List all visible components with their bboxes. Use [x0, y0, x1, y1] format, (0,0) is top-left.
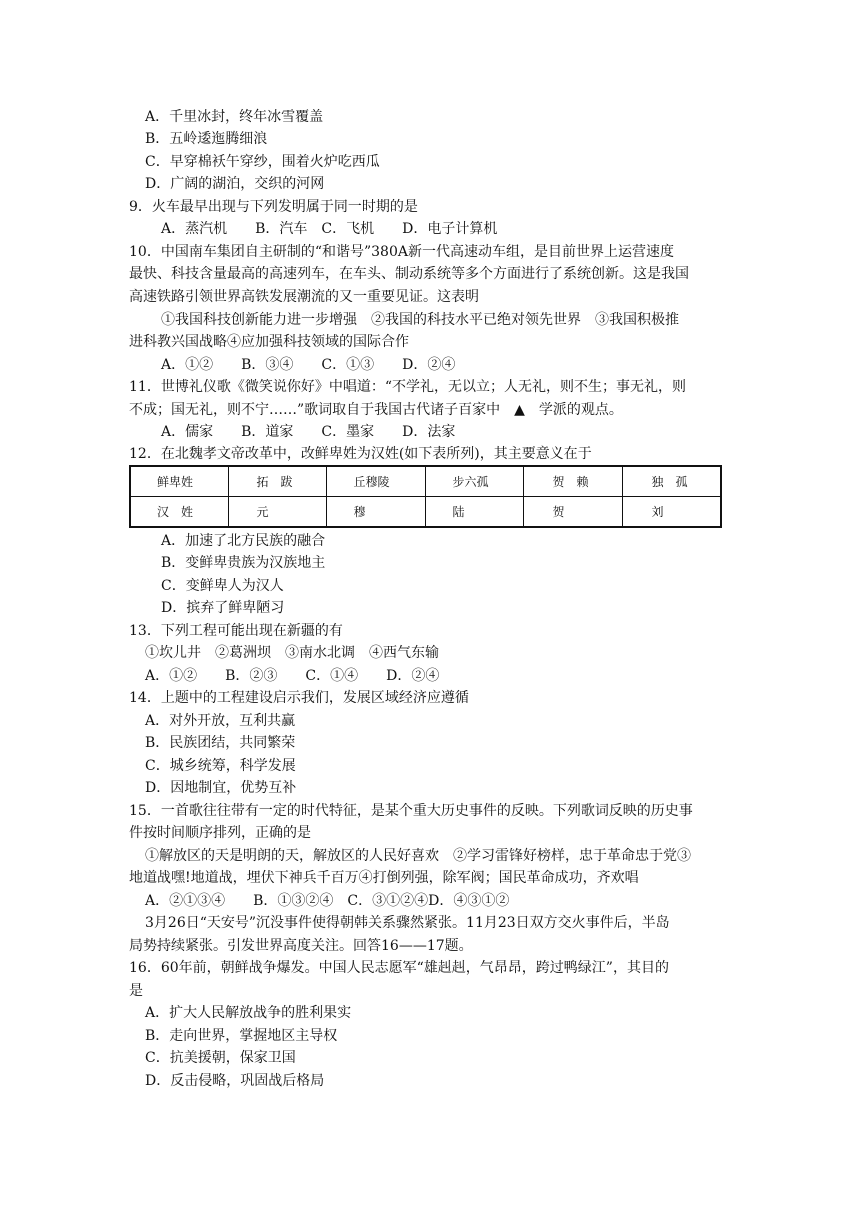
q13-stem: 13．下列工程可能出现在新疆的有	[129, 623, 343, 639]
table-cell: 贺 赖	[523, 466, 622, 497]
q12-stem: 12．在北魏孝文帝改革中，改鲜卑姓为汉姓(如下表所列)，其主要意义在于	[129, 446, 592, 462]
table-row	[130, 466, 721, 497]
table-cell: 元	[228, 497, 326, 528]
q9-options: A．蒸汽机 B．汽车 C．飞机 D．电子计算机	[161, 221, 498, 237]
q14-stem: 14．上题中的工程建设启示我们，发展区域经济应遵循	[129, 690, 469, 706]
q16-stem-line1: 16．60年前，朝鲜战争爆发。中国人民志愿军“雄赳赳，气昂昂，跨过鸭绿江”，其目的	[129, 960, 669, 976]
q13-options: A．①② B．②③ C．①④ D．②④	[145, 668, 440, 684]
q12-option-a: A．加速了北方民族的融合	[161, 533, 326, 549]
q14-option-c: C．城乡统筹，科学发展	[145, 758, 296, 774]
table-cell: 陆	[425, 497, 523, 528]
q12-option-b: B．变鲜卑贵族为汉族地主	[161, 555, 326, 571]
q10-options: A．①② B．③④ C．①③ D．②④	[161, 357, 456, 373]
surname-table	[129, 465, 722, 528]
q14-option-d: D．因地制宜，优势互补	[145, 780, 297, 796]
q10-stem-line1: 10．中国南车集团自主研制的“和谐号”380A新一代高速动车组，是目前世界上运营速度	[129, 244, 674, 260]
table-cell: 步六孤	[425, 466, 523, 497]
table-cell: 贺	[523, 497, 622, 528]
table-cell: 汉 姓	[130, 497, 228, 528]
q9-stem: 9．火车最早出现与下列发明属于同一时期的是	[129, 199, 418, 215]
q8-option-b: B．五岭逶迤腾细浪	[145, 131, 268, 147]
table-cell: 鲜卑姓	[130, 466, 228, 497]
q10-statements-line1: ①我国科技创新能力进一步增强 ②我国的科技水平已绝对领先世界 ③我国积极推	[161, 312, 679, 328]
table-row	[130, 497, 721, 528]
q16-stem-line2: 是	[129, 983, 143, 999]
q13-statements: ①坎儿井 ②葛洲坝 ③南水北调 ④西气东输	[145, 645, 439, 661]
table-cell: 刘	[622, 497, 721, 528]
table-cell: 丘穆陵	[326, 466, 425, 497]
q16-option-b: B．走向世界，掌握地区主导权	[145, 1028, 338, 1044]
q8-option-d: D．广阔的湖泊，交织的河网	[145, 176, 325, 192]
q11-options: A．儒家 B．道家 C．墨家 D．法家	[161, 424, 456, 440]
q15-statements-line2: 地道战嘿!地道战，埋伏下神兵千百万④打倒列强，除军阀；国民革命成功，齐欢唱	[129, 870, 639, 886]
q16-option-c: C．抗美援朝，保家卫国	[145, 1050, 296, 1066]
q10-stem-line3: 高速铁路引领世界高铁发展潮流的又一重要见证。这表明	[129, 289, 479, 305]
q15-statements-line1: ①解放区的天是明朗的天，解放区的人民好喜欢 ②学习雷锋好榜样，忠于革命忠于党③	[145, 848, 691, 864]
q16-option-d: D．反击侵略，巩固战后格局	[145, 1073, 325, 1089]
q16-option-a: A．扩大人民解放战争的胜利果实	[145, 1005, 352, 1021]
q15-options: A．②①③④ B．①③②④ C．③①②④D．④③①②	[145, 893, 510, 909]
q14-option-b: B．民族团结，共同繁荣	[145, 735, 296, 751]
q15-stem-line1: 15．一首歌往往带有一定的时代特征，是某个重大历史事件的反映。下列歌词反映的历史事	[129, 803, 693, 819]
q12-option-c: C．变鲜卑人为汉人	[161, 578, 284, 594]
q8-option-a: A．千里冰封，终年冰雪覆盖	[145, 109, 324, 125]
table-cell: 拓 跋	[228, 466, 326, 497]
q11-stem-line1: 11．世博礼仪歌《微笑说你好》中唱道：“不学礼，无以立；人无礼，则不生；事无礼，则	[129, 379, 686, 395]
passage-line1: 3月26日“天安号”沉没事件使得朝韩关系骤然紧张。11月23日双方交火事件后，半岛	[145, 915, 670, 931]
q14-option-a: A．对外开放，互利共赢	[145, 713, 296, 729]
q11-stem-line2: 不成；国无礼，则不宁……”歌词取自于我国古代诸子百家中 ▲ 学派的观点。	[129, 402, 623, 418]
q12-option-d: D．摈弃了鲜卑陋习	[161, 600, 285, 616]
q10-stem-line2: 最快、科技含量最高的高速列车，在车头、制动系统等多个方面进行了系统创新。这是我国	[129, 266, 689, 282]
q15-stem-line2: 件按时间顺序排列，正确的是	[129, 825, 311, 841]
table-cell: 穆	[326, 497, 425, 528]
q10-statements-line2: 进科教兴国战略④应加强科技领域的国际合作	[129, 334, 409, 350]
q8-option-c: C．早穿棉袄午穿纱，围着火炉吃西瓜	[145, 154, 380, 170]
table-cell: 独 孤	[622, 466, 721, 497]
passage-line2: 局势持续紧张。引发世界高度关注。回答16——17题。	[129, 938, 473, 954]
